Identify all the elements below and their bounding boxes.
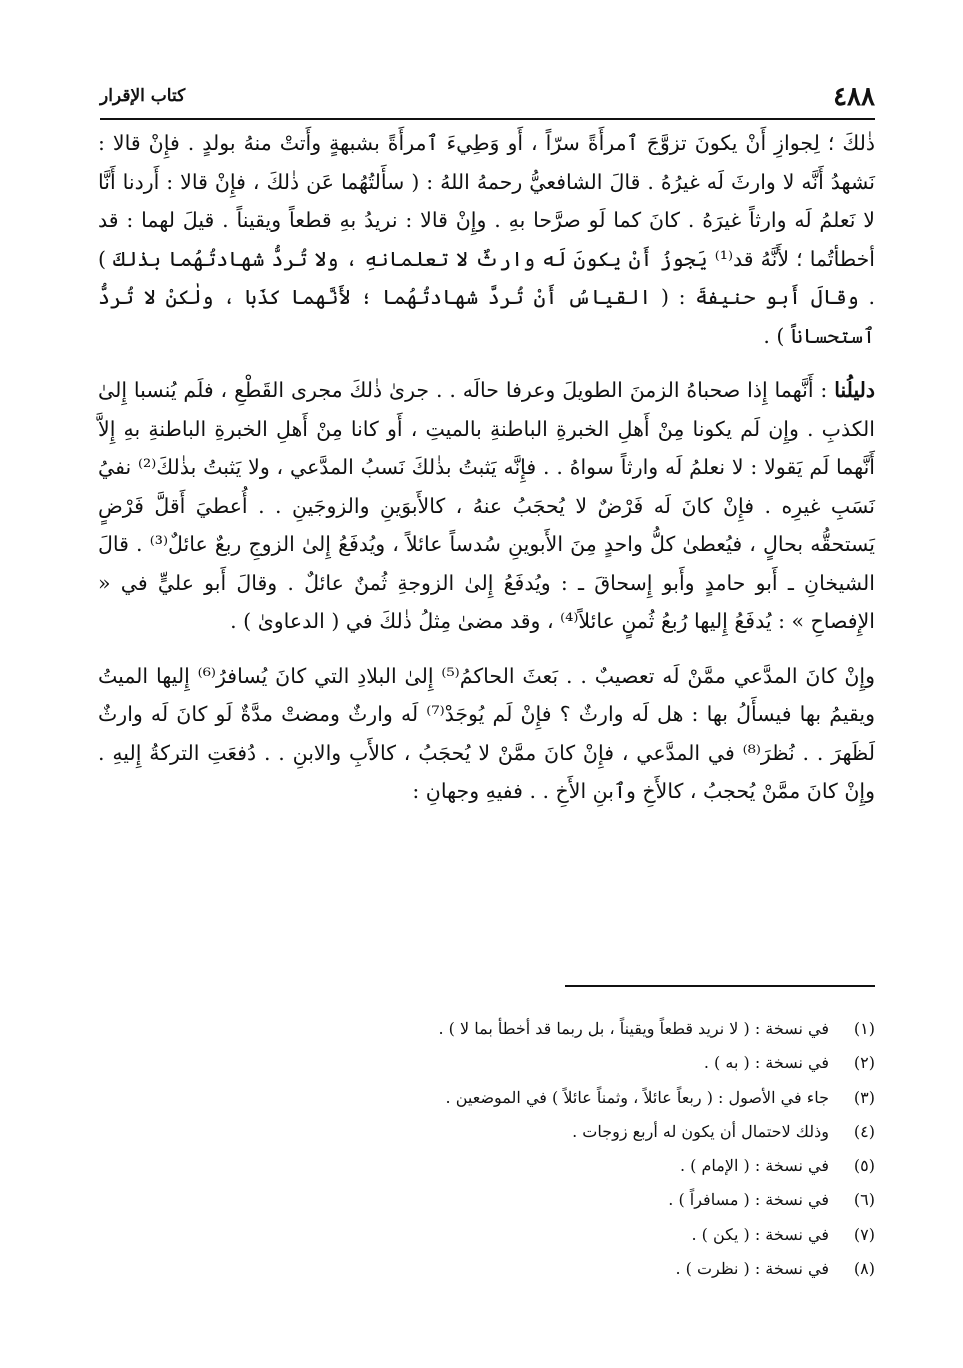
main-text [98, 124, 875, 811]
footnote-number: (٣) [853, 1087, 875, 1107]
footnote-text: في نسخة : ( به ) . [703, 1053, 829, 1073]
footnote-item [150, 1081, 875, 1115]
page-number: ٤٨٨ [833, 82, 875, 112]
paragraph-lead-word: دليلُنا [834, 378, 875, 402]
footnote-number: (٨) [853, 1259, 875, 1279]
footnote-item [150, 1183, 875, 1217]
footnote-item [150, 1218, 875, 1252]
footnote-separator [565, 985, 875, 987]
footnote-item [150, 1252, 875, 1286]
footnote-text: جاء في الأصول : ( ربعاً عائلاً ، وثمناً عائلاً ) في الموضعين . [445, 1087, 829, 1107]
footnote-number: (٧) [853, 1224, 875, 1244]
paragraph-text: وإِنْ كانَ المدَّعي ممَّنْ لَه تعصيبٌ . . بَعثَ الحاكمُ⁽⁵⁾ إِلىٰ البلادِ التي كانَ يُسافرُ⁽⁶⁾ إِليها الميتُ ويقيمُ بها فيسأَلُ بها : هل لَه وارثٌ ؟ فإِنْ لَم يُوجَدْ⁽⁷⁾ لَه وارثٌ ومضتْ مدَّةٌ لَو كانَ لَه وارثٌ لَظَهرَ . . نُظرَ⁽⁸⁾ في المدَّعي ، فإِنْ كانَ ممَّنْ لا يُحجَبُ ، كالأَبِ والابنِ . . دُفعَتِ التركةُ إِليهِ . وإِنْ كانَ ممَّنْ يُحجبُ ، كالأَخِ وٱبنِ الأَخِ . . ففيهِ وجهانِ : [98, 663, 876, 803]
footnote-text: في نسخة : ( يكن ) . [691, 1224, 829, 1244]
footnote-text: في نسخة : ( نظرت ) . [675, 1259, 829, 1279]
paragraph-text: ذٰلكَ ؛ لِجوازِ أَنْ يكونَ تزوَّجَ ٱمرأَةً سرّاً ، أَو وَطِيءَ ٱمرأَةً بشبهةٍ وأَتتْ منهُ بولدٍ . فإِنْ قالا : نَشهدُ أَنَّه لا وارثَ لَه غيرُهُ . قالَ الشافعيُّ رحمهُ اللهُ : ( سأَلتُهُما عَن ذٰلكَ ، فإِنْ قالا : أَردنا أَنَّا لا نَعلمُ لَه وارثاً غيرَهُ . كانَ كما لَو صرَّحا بهِ . وإِنْ قالا : نريدُ بهِ قطعاً ويقيناً . قيلَ لهما : قد أخطأتُما ؛ لأَنَّهُ قد⁽¹⁾ يَجوزُ أَنْ يكونَ لَه وارثٌ لا تعلمانهِ ، ولا تُردُّ شهادتُهُما بذٰلكَ ) . وقالَ أَبو حنيفةَ : ( القياسُ أَنْ تُردَّ شهادتُهُما ؛ لأَنَّهما كذَبا ، ولٰكنْ لا تُردُّ ٱستحساناً ) . [98, 131, 875, 348]
paragraph-1 [98, 124, 875, 355]
footnotes [150, 1012, 875, 1286]
paragraph-3 [98, 657, 875, 811]
paragraph-2 [98, 371, 875, 641]
footnote-number: (٤) [853, 1121, 875, 1141]
footnote-number: (٢) [853, 1053, 875, 1073]
footnote-item [150, 1149, 875, 1183]
footnote-text: في نسخة : ( لا نريد قطعاً ويقيناً ، بل ربما قد أخطأ بما لا ) . [438, 1019, 829, 1038]
footnote-number: (٦) [853, 1190, 875, 1210]
book-title: كتاب الإقرار [100, 86, 186, 106]
footnote-item [150, 1046, 875, 1080]
header-rule [100, 118, 875, 120]
footnote-number: (١) [853, 1019, 875, 1038]
paragraph-text: : أَنَّهما إِذا صحباهُ الزمنَ الطويلَ وعرفا حالَه . . جرىٰ ذٰلكَ مجرى القَطْعِ ، فلَم يُنسبا إِلىٰ الكذبِ . وإِن لَم يكونا مِنْ أَهلِ الخبرةِ الباطنةِ بالميتِ ، أَو كانا مِنْ أَهلِ الخبرةِ الباطنةِ بهِ إِلاَّ أَنَّهما لَم يَقولا : لا نعلمُ لَه وارثاً سواهُ . . فإِنَّه يَثبتُ بذٰلكَ نَسبُ المدَّعي ، ولا يَثبتُ بذٰلكَ⁽²⁾ نفيُ نَسَبِ غيرِه . فإِنْ كانَ لَه فَرْضٌ لا يُحجَبُ عنهُ ، كالأَبوَينِ والزوجَينِ . . أُعطيَ أَقلَّ فَرْضٍ يَستحقُّه بحالٍ ، فيُعطىٰ كلُّ واحدٍ مِنَ الأَبوينِ سُدساً عائلاً ، ويُدفَعُ إِلىٰ الزوجِ ربعٌ عائلٌ⁽³⁾ . قالَ الشيخانِ ـ أَبو حامدٍ وأَبو إِسحاقَ ـ : ويُدفَعُ إِلىٰ الزوجةِ ثُمنٌ عائلٌ . وقالَ أَبو عليٍّ في « الإِفصاحِ » : يُدفَعُ إِليها رُبعُ ثُمنٍ عائلاً⁽⁴⁾ ، وقد مضىٰ مِثلُ ذٰلكَ في ( الدعاوىٰ ) . [98, 378, 876, 633]
footnote-text: في نسخة : ( مسافراً ) . [668, 1190, 829, 1210]
footnote-text: وذلك لاحتمال أن يكون له أربع زوجات . [572, 1121, 829, 1141]
footnote-item [150, 1012, 875, 1046]
footnote-item [150, 1115, 875, 1149]
running-header [100, 82, 875, 116]
footnote-text: في نسخة : ( الإمام ) . [679, 1156, 829, 1176]
footnote-number: (٥) [853, 1156, 875, 1176]
